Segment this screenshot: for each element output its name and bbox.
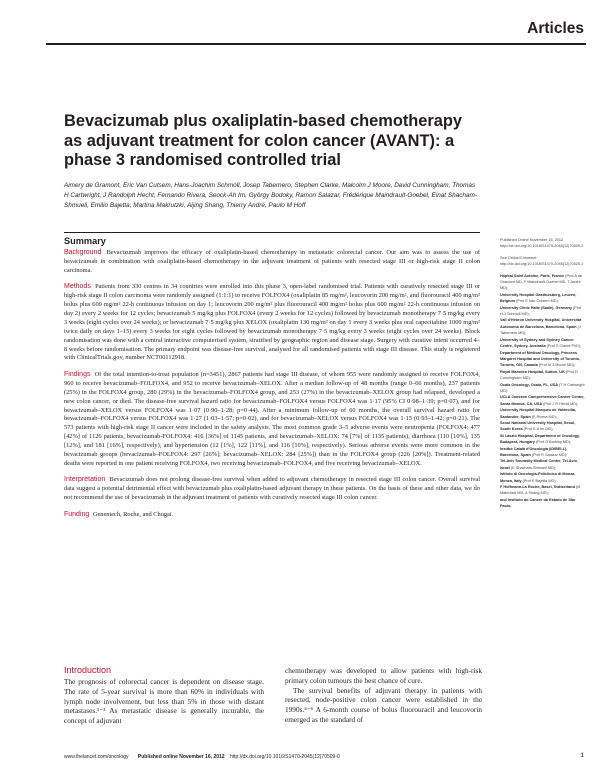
affiliation-item <box>500 350 586 369</box>
intro-paragraph: The survival benefits of adjuvant therapy in patients with resected, node-positive colon cancer were established in the 1990s.⁴⁻⁶ A 6-month course of bolus fluorouracil and leucovorin emerged as the standard of <box>285 685 482 724</box>
affiliation-people: (T H Cartwright MD); <box>500 382 585 393</box>
affiliation-item <box>500 305 586 318</box>
affiliation-item <box>500 337 586 350</box>
affiliation-people: (F Rivera MD); <box>531 414 557 419</box>
summary-abstract <box>64 249 480 527</box>
summary-funding <box>64 511 480 520</box>
affiliation-item <box>500 273 586 292</box>
affiliation-institution: Istituto di Oncologia-Policlinico di Monza, Monza, Italy <box>500 472 576 483</box>
affiliation-item <box>500 382 586 395</box>
affiliation-item <box>500 292 586 305</box>
affiliation-institution: St László Hospital, Department of Oncology, Budapest, Hungary <box>500 433 580 445</box>
affiliation-item <box>500 484 586 497</box>
intro-paragraph: chemotherapy was developed to allow patients with high-risk primary colon tumours the best chance of cure. <box>285 666 482 685</box>
summary-methods <box>64 283 480 363</box>
affiliation-institution: University Clinic Halle (Saale), Germany <box>500 305 574 310</box>
summary-heading: Summary <box>64 236 106 246</box>
affiliation-people: (Prof R Salazar MD); <box>531 453 568 457</box>
background-text: Bevacizumab improves the efficacy of oxaliplatin-based chemotherapy in metastatic colorectal cancer. Our aim was to assess the use of bevacizumab in combination with oxaliplatin-based chemotherapy in the adjuvant treatment of patients with resected stage III or high-risk stage II colon carcinoma. <box>64 249 480 274</box>
interpretation-text: Bevacizumab does not prolong disease-free survival when added to adjuvant chemotherapy in resected stage III colon cancer. Overall survival data suggest a potential detrimental effect with bevacizumab plus oxaliplatin-based adjuvant therapy in these patients. On the basis of these and other data, we do not recommend the use of bevacizumab in the adjuvant treatment of patients with curatively resected stage III colon cancer. <box>64 476 480 502</box>
header-rule <box>46 43 586 45</box>
affiliation-institution: Institut Català d'Oncologia (IDIBELL), Barcelona, Spain <box>500 446 568 457</box>
findings-label: Findings <box>64 370 91 378</box>
methods-label: Methods <box>64 283 91 291</box>
affiliation-people: (E Shacham-Shmueli MD); <box>510 465 557 470</box>
summary-background <box>64 249 480 276</box>
introduction-heading: Introduction <box>64 665 112 675</box>
affiliation-people: (Prof M J Moore MD); <box>538 363 576 368</box>
introduction-left-column: The prognosis of colorectal cancer is dependent on disease stage. The rate of 5-year survival is more than 60% in individuals with lymph node involvement, but less than 5% in those with distant metastases.¹⁻³ As metastatic disease is generally incurable, the concept of adjuvant <box>64 677 264 725</box>
journal-url[interactable]: www.thelancet.com/oncology <box>64 754 129 760</box>
affiliation-people: (Prof A de Gramont MD, F Maindrault-Goebel MD, T André MD); <box>500 273 582 291</box>
affiliation-institution: University of Sydney and Sydney Cancer Centre, Sydney, Australia <box>500 337 574 349</box>
author-list: Aimery de Gramont, Eric Van Cutsem, Hans-Joachim Schmoll, Josep Tabernero, Stephen Clarke, Malcolm J Moore, David Cunningham, Thomas H Cartwright, J Randolph Hecht, Fernando Rivera, Seock-Ah Im, György Bodoky, Ramon Salazar, Frédérique Maindrault-Goebel, Einat Shacham-Shmueli, Emilio Bajetta, Martina Makrutzki, Aijing Shang, Thierry André, Paulo M Hoff <box>64 182 477 209</box>
affiliation-people: (Prof G Bodoky MD); <box>535 440 572 445</box>
comment-link[interactable]: See Online/Comment http://dx.doi.org/10.1016/S1470-2045(12)70525-1 <box>500 255 584 267</box>
affiliation-item <box>500 458 586 471</box>
affiliation-list <box>500 273 586 510</box>
affiliation-people: (Prof H-J Schmoll MD); <box>500 305 582 317</box>
affiliation-institution: Royal Marsden Hospital, Sutton, UK <box>500 369 566 374</box>
affiliation-item <box>500 497 586 510</box>
affiliation-people: (Prof S Clarke PhD); <box>546 344 582 349</box>
section-label: Articles <box>527 20 584 37</box>
page-number: 1 <box>580 752 584 759</box>
affiliation-institution: University Hospital Marques de Valdecilla, Santander, Spain <box>500 408 576 419</box>
affiliation-people: (Prof J R Hecht MD); <box>543 401 579 406</box>
affiliation-institution: UCLA Jonsson Comprehensive Cancer Center, Santa Monica, CA, USA <box>500 395 585 406</box>
affiliation-institution: Seoul National University Hospital, Seoul, South Korea <box>500 420 576 432</box>
online-publication-note: Published Online November 16, 2012 http://dx.doi.org/10.1016/S1470-2045(12)70509-0 <box>500 238 584 249</box>
affiliation-people: (J Tabernero MD); <box>500 324 581 336</box>
affiliation-institution: University Hospital Gasthuisberg, Leuven, Belgium <box>500 292 577 304</box>
summary-divider <box>64 232 480 233</box>
affiliation-people: (Prof E Van Cutsem MD); <box>516 299 559 304</box>
affiliation-institution: and Instituto do Cancer do Estado de São Paulo, <box>500 497 576 509</box>
affiliation-people: (M Makrutzki MD, A Shang MD); <box>500 485 581 496</box>
affiliation-institution: Hôpital Saint Antoine, Paris, France <box>500 273 566 278</box>
affiliation-institution: F Hoffmann-La Roche, Basel, Switzerland <box>500 485 576 490</box>
sidebar-notes <box>500 237 586 510</box>
affiliation-institution: Vall d'Hebron University Hospital, Universitat Autonoma de Barcelona, Barcelona, Spain <box>500 318 582 329</box>
affiliation-item <box>500 317 586 336</box>
affiliation-item <box>500 394 586 407</box>
summary-interpretation <box>64 476 480 503</box>
affiliation-item <box>500 433 586 446</box>
findings-text: Of the total intention-to-treat population (n=3451), 2867 patients had stage III disease, of whom 955 were randomly assigned to receive FOLFOX4, 960 to receive bevacizumab–FOLFOX4, and 952 to receive bevacizumab–XELOX. After a median follow-up of 48 months (range 0–66 months), 237 patients (25%) in the FOLFOX4 group, 280 (29%) in the bevacizumab–FOLFOX4 group, and 253 (27%) in the bevacizumab–XELOX group had relapsed, developed a new colon cancer, or died. The disease-free survival hazard ratio for bevacizumab–FOLFOX4 versus FOLFOX4 was 1·17 (95% CI 0·98–1·39; p=0·07), and for bevacizumab–XELOX versus FOLFOX4 was 1·07 (0·90–1·28; p=0·44). After a minimum follow-up of 60 months, the overall survival hazard ratio for bevacizumab–FOLFOX4 versus FOLFOX4 was 1·27 (1·03–1·57; p=0·02), and for bevacizumab–XELOX versus FOLFOX4 was 1·15 (0·93–1·42; p=0·21). The 573 patients with high-risk stage II cancer were included in the safety analysis. The most common grade 3–5 adverse events were neutropenia (FOLFOX4: 477 [42%] of 1126 patients, bevacizumab-FOLFOX4: 416 [36%] of 1145 patients, and bevacizumab–XELOX: 74 [7%] of 1135 patients), diarrhoea (110 [10%], 135 [12%], and 181 [16%], respectively), and hypertension (12 [1%], 122 [11%], and 116 [10%], respectively). Serious adverse events were more common in the bevacizumab groups (bevacizumab–FOLFOX4: 297 [26%]; bevacizumab–XELOX: 284 [25%]) than in the FOLFOX4 group (226 [20%]). Treatment-related deaths were reported in one patient receiving FOLFOX4, two receiving bevacizumab–FOLFOX4, and five receiving bevacizumab–XELOX. <box>64 370 480 467</box>
methods-text: Patients from 330 centres in 34 countries were enrolled into this phase 3, open-label randomised trial. Patients with curatively resected stage III or high-risk stage II colon carcinoma were randomly assigned (1:1:1) to receive FOLFOX4 (oxaliplatin 85 mg/m², leucovorin 200 mg/m², and fluorouracil 400 mg/m² bolus plus 600 mg/m² 22-h continuous infusion on day 1; leucovorin 200 mg/m² plus fluorouracil 400 mg/m² bolus plus 600 mg/m² 22-h continuous infusion on day 2) every 2 weeks for 12 cycles; bevacizumab 5 mg/kg plus FOLFOX4 (every 2 weeks for 12 cycles) followed by bevacizumab monotherapy 7·5 mg/kg every 3 weeks (eight cycles over 24 weeks); or bevacizumab 7·5 mg/kg plus XELOX (oxaliplatin 130 mg/m² on day 1 every 3 weeks plus oral capecitabine 1000 mg/m² twice daily on days 1–15) every 3 weeks for eight cycles followed by bevacizumab monotherapy 7·5 mg/kg every 3 weeks (eight cycles over 24 weeks). Block randomisation was done with a central interactive computerised system, stratified by geographic region and disease stage. Surgery with curative intent occurred 4–8 weeks before randomisation. The primary endpoint was disease-free survival, analysed for all randomised patients with stage III disease. This study is registered with ClinicalTrials.gov, number NCT00112918. <box>64 283 480 362</box>
affiliation-people: (Prof S-A Im MD); <box>523 427 554 432</box>
summary-findings <box>64 371 480 469</box>
affiliation-people: (Prof E Bajetta MD); <box>522 478 557 483</box>
interpretation-label: Interpretation <box>64 476 106 484</box>
page-footer <box>64 754 564 760</box>
article-title: Bevacizumab plus oxaliplatin-based chemotherapy as adjuvant treatment for colon cancer (AVANT): a phase 3 randomised controlled trial <box>64 112 463 169</box>
affiliation-institution: Department of Medical Oncology, Princess Margaret Hospital and University of Toronto, Toronto, ON, Canada <box>500 350 581 368</box>
background-label: Background <box>64 249 102 256</box>
affiliation-institution: Tel-Aviv Sourasky Medical Center, Tel-Aviv, Israel <box>500 459 578 470</box>
funding-label: Funding <box>64 510 90 518</box>
affiliation-item <box>500 446 586 459</box>
affiliation-institution: Ocala Oncology, Ocala, FL, USA <box>500 382 559 387</box>
affiliation-item <box>500 420 586 433</box>
introduction-middle-column <box>285 666 482 725</box>
publication-date: Published online November 16, 2012 <box>137 754 225 760</box>
affiliation-item <box>500 471 586 484</box>
affiliation-people: (Prof D Cunningham MD); <box>500 369 578 381</box>
affiliation-item <box>500 407 586 420</box>
affiliation-item <box>500 369 586 382</box>
doi-link[interactable]: http://dx.doi.org/10.1016/S1470-2045(12)70509-0 <box>229 754 340 760</box>
funding-text: Genentech, Roche, and Chugai. <box>92 510 174 518</box>
